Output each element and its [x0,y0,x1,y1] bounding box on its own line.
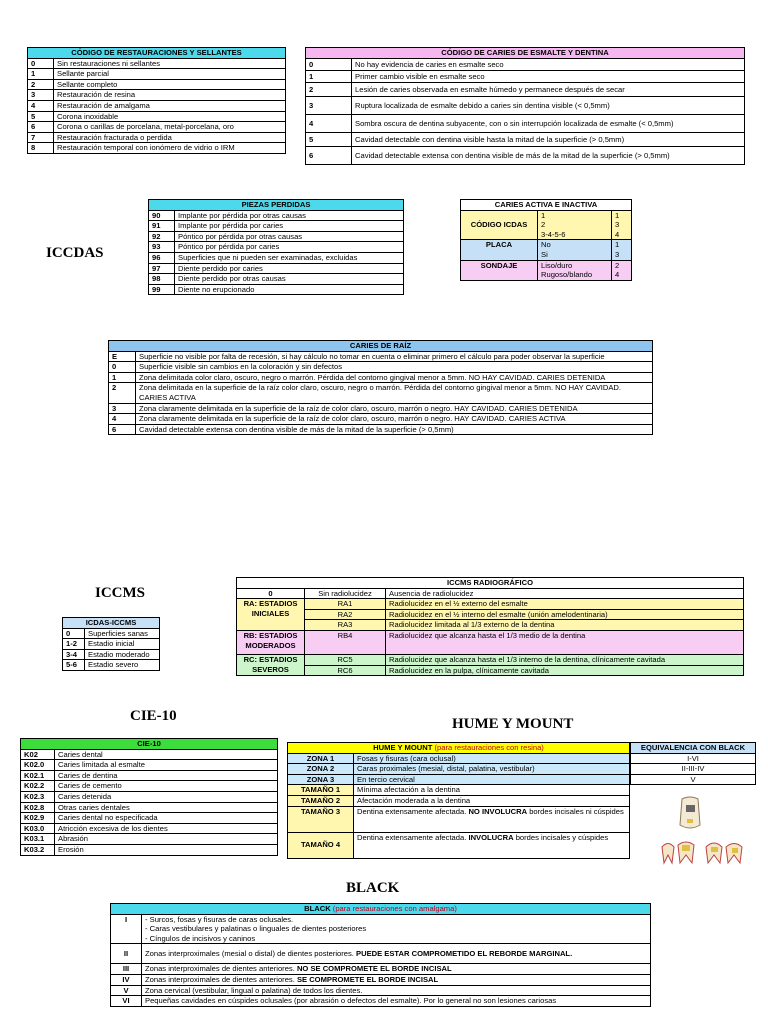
restauraciones-title: CÓDIGO DE RESTAURACIONES Y SELLANTES [28,48,286,59]
caries_esmalte-row [306,114,745,132]
activa-sondaje-label: SONDAJE [461,260,538,280]
piezas-code: 92 [149,231,175,242]
piezas-desc: Póntico por pérdida por caries [175,242,404,253]
piezas-row [149,221,404,232]
piezas-desc: Implante por pérdida por otras causas [175,210,404,221]
hume-tamano: TAMAÑO 2 [288,795,354,806]
black-line: Zonas interproximales (mesial o distal) de dientes posteriores. [145,949,357,959]
black-class: VI [111,996,142,1007]
activa-res: 1 [615,240,620,250]
piezas-desc: Superficies que ni pueden ser examinadas, excluidas [175,252,404,263]
restauraciones-row [28,100,286,111]
black-header-rest: (para restauraciones con amalgama) [330,904,457,913]
cie-row [21,802,278,813]
cie-row [21,813,278,824]
restauraciones-desc: Restauración de resina [54,90,286,101]
black-line: - Cíngulos de incisivos y caninos [145,933,256,943]
activa-codigo-label: CÓDIGO ICDAS [461,210,538,240]
hume-tamano-desc [354,806,630,832]
caries_esmalte-code: 6 [306,146,352,164]
restauraciones-row [28,132,286,143]
radio-desc: Radiolucidez en el ½ interno del esmalte (unión amelodentinaria) [386,609,744,620]
raiz-row [109,362,653,373]
cie-row [21,781,278,792]
caries_esmalte-code: 4 [306,114,352,132]
cie-row [21,823,278,834]
caries_esmalte-desc: Primer cambio visible en esmalte seco [352,70,745,82]
cie-code: K02.8 [21,802,55,813]
piezas-desc: Póntico por pérdida por otras causas [175,231,404,242]
cie-row [21,791,278,802]
radio-code: RB4 [305,630,386,654]
piezas-desc: Diente no erupcionado [175,284,404,295]
radio-code: RC5 [305,654,386,665]
black-class: V [111,985,142,996]
piezas-title: PIEZAS PERDIDAS [149,200,404,211]
raiz-code: 2 [109,383,136,403]
activa-res: 3 [615,220,620,230]
hume-header-bold: HUME Y MOUNT [373,743,433,752]
radio-code: RA2 [305,609,386,620]
caries_esmalte-row [306,146,745,164]
raiz-code: 3 [109,403,136,414]
raiz-code: E [109,351,136,362]
cie-desc: Atricción excesiva de los dientes [55,823,278,834]
activa-val: Liso/duro [541,260,573,270]
caries_esmalte-code: 5 [306,132,352,146]
hume-zona-desc: Caras proximales (mesial, distal, palatina, vestibular) [354,764,630,775]
cie-code: K03.1 [21,834,55,845]
cie-code: K02.9 [21,813,55,824]
raiz-desc: Zona claramente delimitada en la superficie de la raíz de color claro, oscuro, marrón o negro. HAY CAVIDAD. CARIES ACTIVA [136,414,653,425]
restauraciones-desc: Corona o carillas de porcelana, metal-porcelana, oro [54,122,286,133]
hume-zona: ZONA 2 [288,764,354,775]
cie-code: K02.3 [21,791,55,802]
raiz-row [109,372,653,383]
restauraciones-code: 8 [28,143,54,154]
cie-desc: Caries limitada al esmalte [55,760,278,771]
raiz-desc: Cavidad detectable extensa con dentina visible de más de la mitad de la superficie (> 0,5mm) [136,424,653,435]
black-line: - Surcos, fosas y fisuras de caras oclusales. [145,914,294,924]
cie-code: K02.1 [21,770,55,781]
caries_esmalte-desc: Lesión de caries observada en esmalte húmedo y permanece después de secar [352,82,745,96]
restauraciones-row [28,79,286,90]
equiv-title: EQUIVALENCIA CON BLACK [631,743,756,754]
piezas-desc: Diente perdido por caries [175,263,404,274]
hume-table [287,742,630,859]
raiz-code: 0 [109,362,136,373]
black-heading: BLACK [346,880,400,896]
hume-tamano: TAMAÑO 4 [288,832,354,858]
hume-tamano-desc [354,832,630,858]
black-line: Pequeñas cavidades en cúspides oclusales (por abrasión o defectos del esmalte). Por lo general no son lesiones cariosas [142,996,651,1007]
icdas_iccms-row [63,660,160,671]
restauraciones-row [28,111,286,122]
piezas-code: 91 [149,221,175,232]
piezas-code: 90 [149,210,175,221]
activa-title: CARIES ACTIVA E INACTIVA [461,200,632,211]
restauraciones-row [28,69,286,80]
piezas-code: 98 [149,274,175,285]
activa-val: Si [541,249,548,259]
cie-row [21,760,278,771]
activa-val: Rugoso/blando [541,270,593,280]
black-class: I [111,914,142,944]
cie-code: K02.2 [21,781,55,792]
icdas_iccms-desc: Estadio severo [85,660,160,671]
piezas-code: 99 [149,284,175,295]
cie-desc: Caries dental no especificada [55,813,278,824]
cie-code: K03.0 [21,823,55,834]
raiz-code: 4 [109,414,136,425]
cie-desc: Caries de dentina [55,770,278,781]
cie-desc: Abrasión [55,834,278,845]
activa-val: 3-4-5-6 [541,229,566,239]
iccms-heading: ICCMS [95,585,146,601]
activa-val: 1 [541,210,546,220]
radio-desc: Radiolucidez limitada al 1/3 externo de la dentina [386,620,744,631]
piezas-row [149,284,404,295]
restauraciones-desc: Corona inoxidable [54,111,286,122]
radio-h0: 0 [237,588,305,599]
activa-val: No [541,240,551,250]
caries_esmalte-desc: Cavidad detectable extensa con dentina visible de más de la mitad de la superficie (> 0,5mm) [352,146,745,164]
icdas-iccms-table [62,617,160,671]
hume-zona: ZONA 3 [288,774,354,785]
black-header-bold: BLACK [304,904,331,913]
icdas_iccms-row [63,649,160,660]
restauraciones-code: 4 [28,100,54,111]
radio-title: ICCMS RADIOGRÁFICO [237,578,744,589]
hume-header-rest: (para restauraciones con resina) [432,743,544,752]
piezas-desc: Diente perdido por otras causas [175,274,404,285]
icdas_iccms-desc: Estadio moderado [85,649,160,660]
black-bold: NO SE COMPROMETE EL BORDE INCISAL [296,964,452,974]
caries_esmalte-desc: Cavidad detectable con dentina visible hasta la mitad de la superficie (> 0,5mm) [352,132,745,146]
caries_esmalte-code: 0 [306,58,352,70]
tooth-small-icon [662,842,742,863]
caries-esmalte-title: CÓDIGO DE CARIES DE ESMALTE Y DENTINA [306,48,745,59]
hume-tamano-desc: Mínima afectación a la dentina [354,785,630,796]
raiz-table [108,340,653,435]
t4-text: Dentina extensamente afectada. [357,832,469,842]
raiz-row [109,403,653,414]
restauraciones-desc: Restauración temporal con ionómero de vidrio o IRM [54,143,286,154]
piezas-code: 96 [149,252,175,263]
raiz-desc: Superficie visible sin cambios en la coloración y sin defectos [136,362,653,373]
piezas-row [149,274,404,285]
cie-code: K03.2 [21,844,55,855]
cie-code: K02 [21,749,55,760]
cie-row [21,844,278,855]
raiz-row [109,383,653,403]
activa-res: 4 [615,270,620,280]
black-line: - Caras vestibulares y palatinas o linguales de dientes posteriores [145,924,367,934]
raiz-desc: Zona claramente delimitada en la superficie de la raíz de color claro, oscuro, marrón o negro. HAY CAVIDAD. CARIES DETENIDA [136,403,653,414]
black-table [110,903,651,1007]
t3-bold: NO INVOLUCRA [468,806,528,816]
raiz-desc: Superficie no visible por falta de recesión, si hay cálculo no tomar en cuenta o eliminar primero el cálculo para poder observar la superficie [136,351,653,362]
restauraciones-desc: Restauración de amalgama [54,100,286,111]
raiz-desc: Zona delimitada en la superficie de la raíz color claro, oscuro, negro o marrón. Pérdida del contorno gingival menor a 5mm. NO HAY CAVIDAD. CARIES ACTIVA [136,383,653,403]
cie-row [21,749,278,760]
icdas_iccms-row [63,628,160,639]
piezas-row [149,252,404,263]
icdas_iccms-code: 1-2 [63,639,85,650]
restauraciones-desc: Sin restauraciones ni sellantes [54,58,286,69]
restauraciones-desc: Restauración fracturada o perdida [54,132,286,143]
caries_esmalte-desc: Ruptura localizada de esmalte debido a caries sin dentina visible (< 0,5mm) [352,96,745,114]
piezas-table [148,199,404,295]
caries_esmalte-row [306,70,745,82]
restauraciones-code: 0 [28,58,54,69]
raiz-code: 6 [109,424,136,435]
icdas_iccms-desc: Estadio inicial [85,639,160,650]
hume-heading: HUME Y MOUNT [452,716,574,732]
tooth-illustrations [660,795,760,870]
iccms-radio-table [236,577,744,676]
icdas_iccms-row [63,639,160,650]
radio-h1: Sin radiolucidez [305,588,386,599]
raiz-code: 1 [109,372,136,383]
black-line: Zonas interproximales de dientes anteriores. [145,964,297,974]
restauraciones-row [28,58,286,69]
black-class: IV [111,974,142,985]
restauraciones-row [28,90,286,101]
cie-row [21,834,278,845]
radio-code: RA3 [305,620,386,631]
black-class: III [111,964,142,975]
cie-desc: Otras caries dentales [55,802,278,813]
cie-desc: Caries detenida [55,791,278,802]
caries_esmalte-code: 2 [306,82,352,96]
black-bold: SE COMPROMETE EL BORDE INCISAL [296,974,439,984]
raiz-row [109,414,653,425]
cie-table [20,738,278,856]
caries_esmalte-desc: No hay evidencia de caries en esmalte seco [352,58,745,70]
tooth-large-icon [680,797,700,828]
iccdas-heading: ICCDAS [46,245,104,261]
caries_esmalte-row [306,96,745,114]
activa-table [460,199,632,281]
equiv-table [630,742,756,785]
caries_esmalte-code: 1 [306,70,352,82]
radio-rc-label: RC: ESTADIOS SEVEROS [237,654,305,675]
caries_esmalte-row [306,82,745,96]
black-header [111,904,651,915]
cie-row [21,770,278,781]
icdas_iccms-code: 3-4 [63,649,85,660]
raiz-desc: Zona delimitada color claro, oscuro, negro o marrón. Pérdida del contorno gingival menor a 5mm. NO HAY CAVIDAD. CARIES DETENIDA [136,372,653,383]
piezas-code: 97 [149,263,175,274]
restauraciones-table [27,47,286,154]
black-line: Zonas interproximales de dientes anteriores. [145,974,297,984]
restauraciones-row [28,143,286,154]
caries_esmalte-row [306,58,745,70]
radio-code: RC6 [305,665,386,676]
icdas_iccms-code: 0 [63,628,85,639]
activa-res: 1 [615,210,620,220]
raiz-row [109,424,653,435]
hume-zona: ZONA 1 [288,753,354,764]
radio-desc: Radiolucidez que alcanza hasta el 1/3 medio de la dentina [386,630,744,654]
cie-code: K02.0 [21,760,55,771]
radio-desc: Radiolucidez que alcanza hasta el 1/3 interno de la dentina, clínicamente cavitada [386,654,744,665]
caries_esmalte-code: 3 [306,96,352,114]
restauraciones-code: 2 [28,79,54,90]
radio-rb-label: RB: ESTADIOS MODERADOS [237,630,305,654]
activa-placa-label: PLACA [461,240,538,260]
activa-res: 4 [615,229,620,239]
hume-zona-desc: Fosas y fisuras (cara oclusal) [354,753,630,764]
radio-h2: Ausencia de radiolucidez [386,588,744,599]
cie-title: CIE-10 [21,739,278,750]
equiv-value: II-III-IV [631,764,756,775]
piezas-row [149,231,404,242]
piezas-row [149,210,404,221]
radio-code: RA1 [305,599,386,610]
cie-desc: Erosión [55,844,278,855]
piezas-row [149,242,404,253]
icdas-iccms-title: ICDAS-ICCMS [63,618,160,629]
t3-text: Dentina extensamente afectada. [357,806,469,816]
restauraciones-code: 6 [28,122,54,133]
piezas-row [149,263,404,274]
restauraciones-row [28,122,286,133]
t3-rest: bordes incisales ni cúspides [527,806,624,816]
raiz-title: CARIES DE RAÍZ [109,341,653,352]
radio-ra-label: RA: ESTADIOS INICIALES [237,599,305,631]
caries_esmalte-row [306,132,745,146]
activa-val: 2 [541,220,546,230]
equiv-value: I-VI [631,753,756,764]
restauraciones-code: 1 [28,69,54,80]
piezas-code: 93 [149,242,175,253]
icdas_iccms-code: 5-6 [63,660,85,671]
restauraciones-code: 5 [28,111,54,122]
equiv-value: V [631,774,756,785]
restauraciones-code: 3 [28,90,54,101]
activa-res: 2 [615,260,620,270]
hume-zona-desc: En tercio cervical [354,774,630,785]
hume-header [288,743,630,754]
restauraciones-code: 7 [28,132,54,143]
hume-tamano-desc: Afectación moderada a la dentina [354,795,630,806]
t4-rest: bordes incisales y cúspides [513,832,609,842]
cie-heading: CIE-10 [130,708,177,724]
radio-desc: Radiolucidez en la pulpa, clínicamente cavitada [386,665,744,676]
cie-desc: Caries dental [55,749,278,760]
radio-desc: Radiolucidez en el ½ externo del esmalte [386,599,744,610]
caries_esmalte-desc: Sombra oscura de dentina subyacente, con o sin interrupción localizada de esmalte (< 0,5mm) [352,114,745,132]
cie-desc: Caries de cemento [55,781,278,792]
black-bold: PUEDE ESTAR COMPROMETIDO EL REBORDE MARGINAL. [356,949,573,959]
piezas-desc: Implante por pérdida por caries [175,221,404,232]
black-class: II [111,944,142,964]
activa-res: 3 [615,249,620,259]
restauraciones-desc: Sellante parcial [54,69,286,80]
restauraciones-desc: Sellante completo [54,79,286,90]
hume-tamano: TAMAÑO 3 [288,806,354,832]
raiz-row [109,351,653,362]
caries-esmalte-table [305,47,745,165]
icdas_iccms-desc: Superficies sanas [85,628,160,639]
t4-bold: INVOLUCRA [468,832,514,842]
black-line: Zona cervical (vestibular, lingual o palatina) de todos los dientes. [142,985,651,996]
hume-tamano: TAMAÑO 1 [288,785,354,796]
